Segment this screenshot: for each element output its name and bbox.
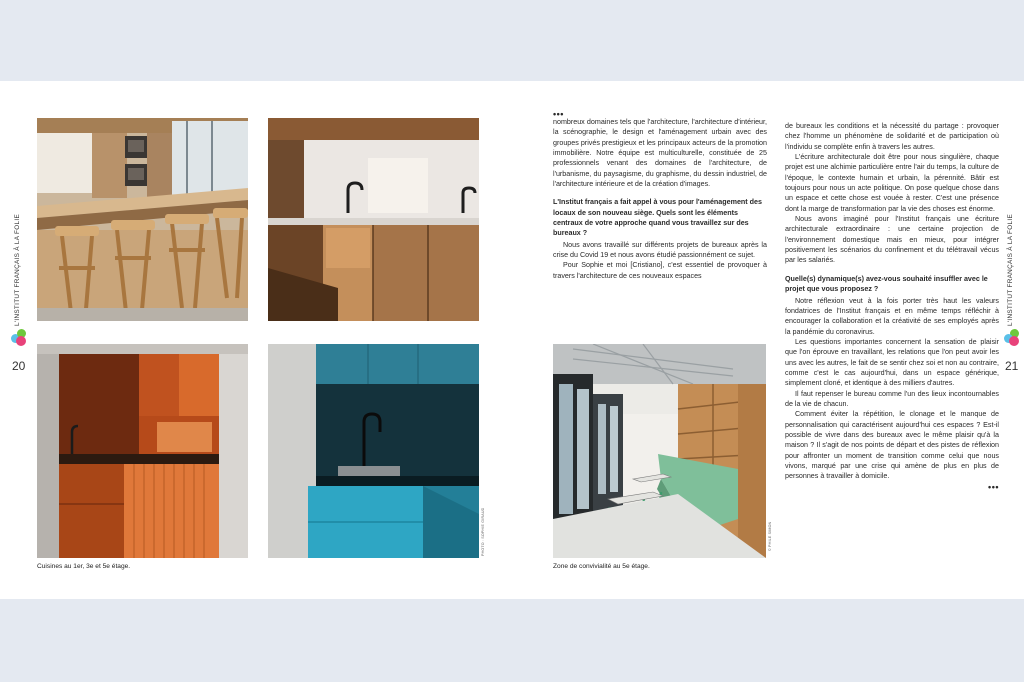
photo-convivial-zone [553, 344, 766, 558]
col1-paragraph-3: Pour Sophie et moi [Cristiano], c'est essentiel de provoquer à travers l'architecture de ces nouveaux espaces [553, 261, 767, 280]
continuation-dots-top: ••• [553, 109, 564, 119]
col1-paragraph-2: Nous avons travaillé sur différents projets de bureaux après la crise du Covid 19 et nous avons étudié passionnément ce sujet. [553, 240, 767, 260]
page-number-right: 21 [1005, 359, 1019, 373]
photo-wood-kitchen-bar [37, 118, 248, 321]
col2-paragraph-7: Comment éviter la répétition, le clonage et le manque de personnalisation qui caractérisent aujourd'hui ces espaces ? Est-il possible de vivre dans des bureaux avec le même plaisir qu'à la maison ? Il s'agit de nos points de départ et des pistes de réflexion pour affronter un moment de transition comme celui que nous vivons, marqué par une crise qui amène de plus en plus de personnes à travailler à domicile. [785, 410, 999, 481]
col2-paragraph-3: Nous avons imaginé pour l'Institut français une écriture architecturale extraordinaire : une certaine projection de l'environnement domestique mais en mieux, pour intégrer positivement les scénarios du confinement et du télétravail vécus par les salariés. [785, 215, 999, 265]
photo-credit-right: © PHILE SIMON [768, 521, 772, 551]
question-2: Quelle(s) dynamique(s) avez-vous souhaité insuffler avec le projet que vous proposez ? [785, 274, 988, 294]
col1-paragraph-1: nombreux domaines tels que l'architecture, l'architecture d'intérieur, la scénographie, le design et l'aménagement urbain avec des groupes privés prestigieux et les principaux acteurs de la promotion immobilière. Notre équipe est multiculturelle, constituée de 25 professionnels venant des domaines de l'architecture, de l'urbanisme, du paysagisme, du graphisme, du dessin industriel, de l'architecture intérieure et de la création d'images. [553, 118, 767, 189]
running-title-right: L'INSTITUT FRANÇAIS À LA FOLIE [1007, 213, 1014, 326]
photo-wood-kitchen-sink [268, 118, 479, 321]
photo-credit-left: PHOTO : SOPHIE GIRAUD [481, 507, 485, 556]
photo-orange-kitchen [37, 344, 248, 558]
continuation-dots-bottom: ••• [988, 481, 999, 492]
col2-paragraph-2: L'écriture architecturale doit être pour nous singulière, chaque projet est une alchimie particulière entre l'air du temps, la culture de l'époque, le contexte humain et urbain, la pérennité. Bâtir est toujours pour nous un acte politique. On pose quelque chose dans un espace et cette chose est vouée à rester. C'est une présence dont la marge de transformation par la vie des choses est énorme. [785, 153, 999, 213]
caption-kitchens: Cuisines au 1er, 3e et 5e étage. [37, 563, 131, 570]
col2-paragraph-4: Notre réflexion veut à la fois porter très haut les valeurs fondatrices de l'Institut français et en même temps réfléchir à encourager la collaboration et la créativité de ses employés après la pandémie du coronavirus. [785, 296, 999, 336]
text-column-1 [553, 111, 767, 281]
photo-blue-kitchen [268, 344, 479, 558]
col2-paragraph-5: Les questions importantes concernent la sensation de plaisir que l'on éprouve en travaillant, les relations que l'on peut avoir les uns avec les autres, le fait de se sentir chez soi et non au contraire, comme c'est le cas aujourd'hui, dans un espace générique, simplement cloné, et identique à des milliers d'autres. [785, 337, 999, 388]
magazine-spread [0, 81, 1024, 599]
running-title-left: L'INSTITUT FRANÇAIS À LA FOLIE [14, 213, 21, 326]
text-column-2 [785, 121, 999, 490]
col2-paragraph-1: de bureaux les conditions et la nécessité du partage : provoquer chez l'homme un phénomène de solidarité et de participation où l'individu se complète enfin à travers les autres. [785, 122, 999, 151]
question-1: L'Institut français a fait appel à vous pour l'aménagement des locaux de son nouveau siège. Quels sont les éléments centraux de votre approche quand vous travaillez sur des bureaux ? [553, 198, 762, 238]
col2-paragraph-6: Il faut repenser le bureau comme l'un des lieux incontournables de la vie de chacun. [785, 389, 999, 408]
institut-logo-right-icon [1004, 329, 1022, 345]
institut-logo-left-icon [11, 329, 29, 345]
caption-convivial-zone: Zone de convivialité au 5e étage. [553, 563, 650, 570]
page-number-left: 20 [12, 359, 26, 373]
